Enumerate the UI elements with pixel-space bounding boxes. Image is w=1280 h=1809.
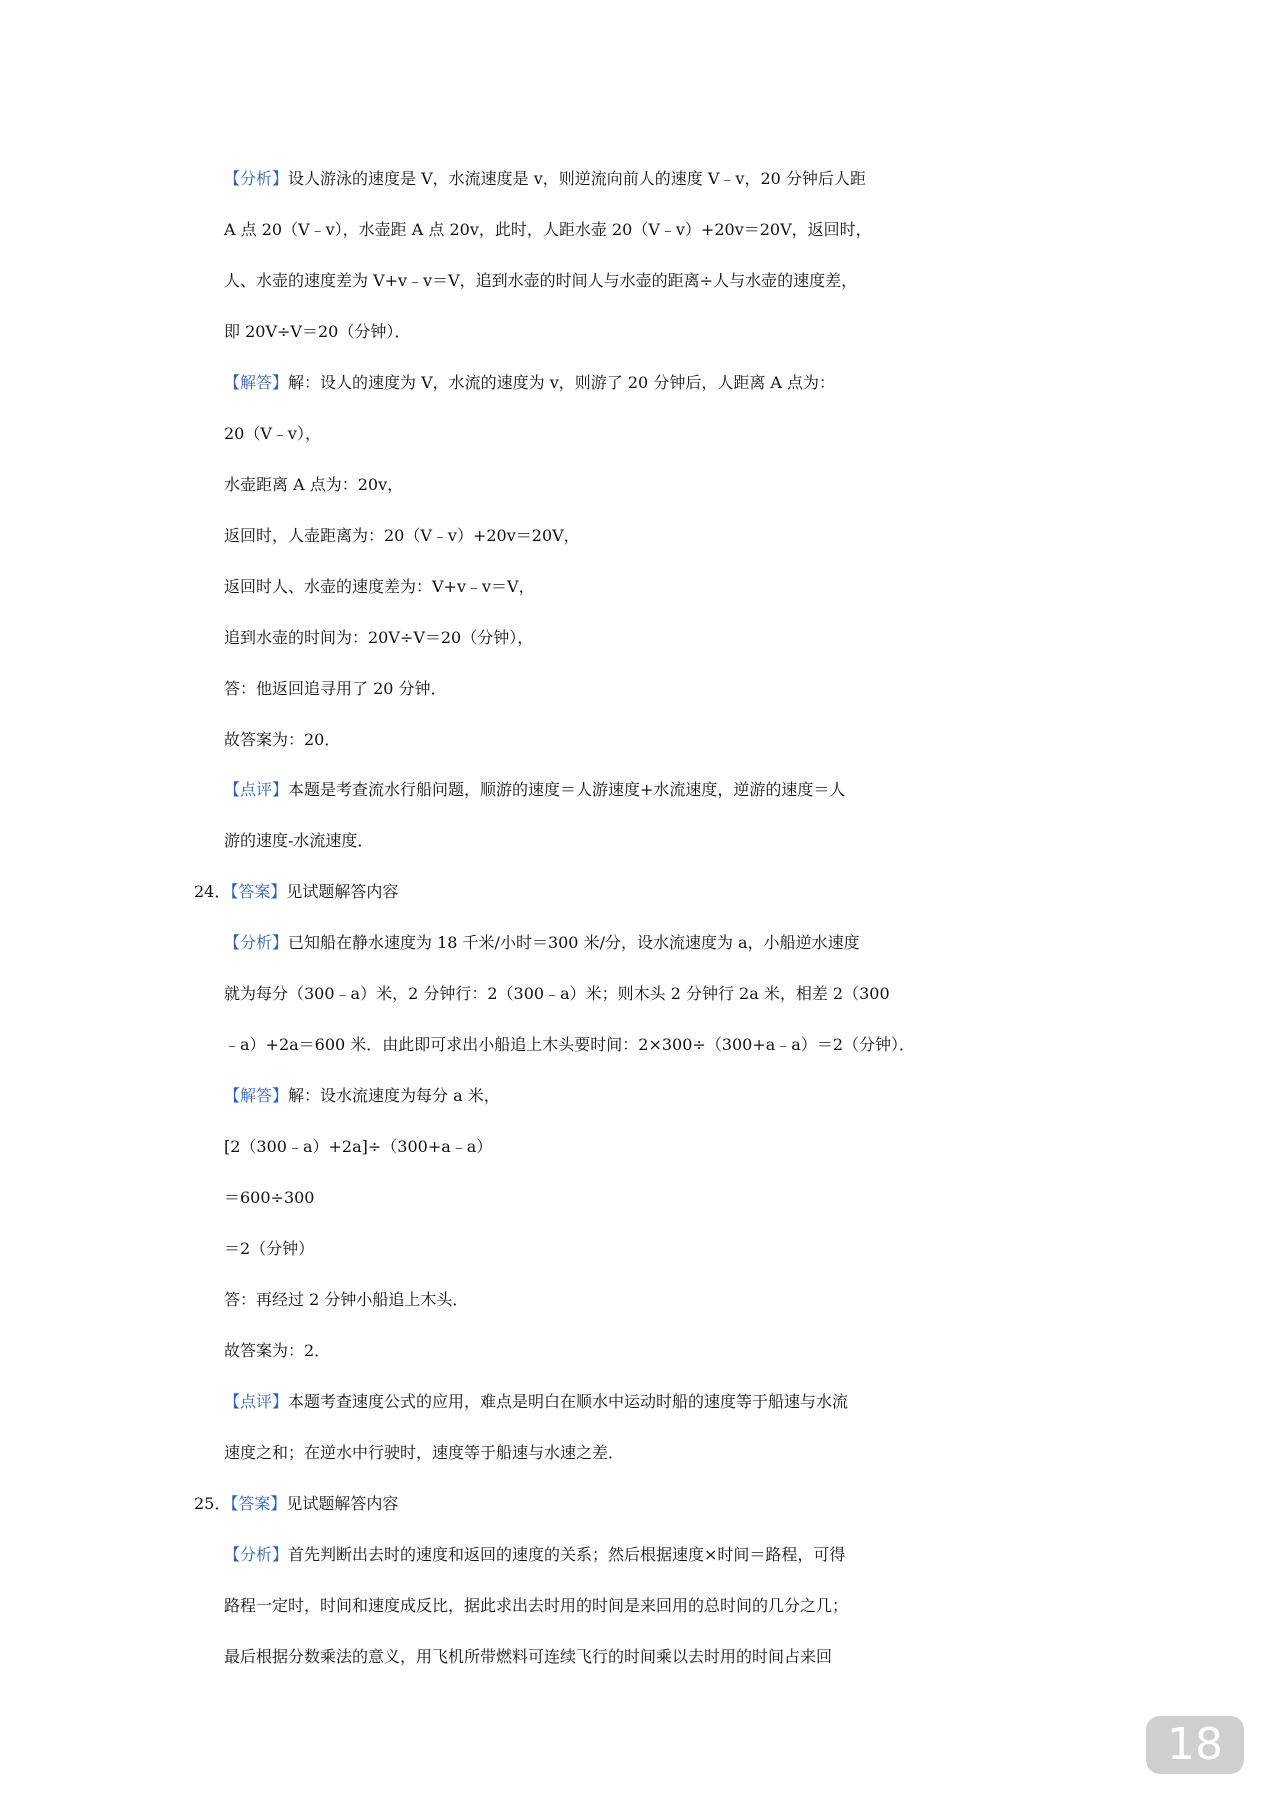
q25-analysis-line-2: 路程一定时，时间和速度成反比，据此求出去时用的时间是来回用的总时间的几分之几； — [224, 1596, 849, 1615]
q23-analysis-line-2: A 点 20（V﹣v），水壶距 A 点 20v，此时，人距水壶 20（V﹣v）+20v＝20V，返回时， — [224, 220, 872, 239]
q24-solution-line-5: 答：再经过 2 分钟小船追上木头． — [224, 1290, 469, 1309]
q24-solution-line-2: [2（300﹣a）+2a]÷（300+a﹣a） — [224, 1137, 493, 1156]
q24-comment-line-2: 速度之和；在逆水中行驶时，速度等于船速与水速之差． — [224, 1443, 625, 1462]
q23-solution-line-6: 追到水壶的时间为：20V÷V＝20（分钟）， — [224, 628, 534, 647]
q23-comment-line-1: 【点评】本题是考查流水行船问题，顺游的速度＝人游速度+水流速度，逆游的速度＝人 — [224, 780, 846, 799]
q25-header: 25．【答案】见试题解答内容 — [194, 1494, 399, 1513]
answer-tag: 【答案】 — [230, 1494, 287, 1513]
comment-tag: 【点评】 — [224, 780, 289, 799]
analysis-tag: 【分析】 — [224, 169, 289, 188]
q23-solution-line-3: 水壶距离 A 点为：20v， — [224, 475, 404, 494]
q24-solution-line-1: 【解答】解：设水流速度为每分 a 米， — [224, 1086, 500, 1105]
comment-tag: 【点评】 — [224, 1392, 289, 1411]
q23-final-answer: 故答案为：20． — [224, 730, 341, 749]
analysis-tag: 【分析】 — [224, 1545, 289, 1564]
q24-solution-line-3: ＝600÷300 — [224, 1188, 315, 1207]
q23-comment-line-2: 游的速度-水流速度． — [224, 831, 374, 850]
q24-analysis-line-3: ﹣a）+2a＝600 米．由此即可求出小船追上木头要时间：2×300÷（300+a﹣a）＝2（分钟）． — [224, 1035, 916, 1054]
q23-solution-line-4: 返回时，人壶距离为：20（V﹣v）+20v＝20V， — [224, 526, 580, 545]
analysis-tag: 【分析】 — [224, 933, 289, 952]
q23-solution-line-5: 返回时人、水壶的速度差为：V+v﹣v＝V， — [224, 577, 535, 596]
q24-comment-line-1: 【点评】本题考查速度公式的应用，难点是明白在顺水中运动时船的速度等于船速与水流 — [224, 1392, 849, 1411]
q23-analysis-line-1: 【分析】设人游泳的速度是 V，水流速度是 v，则逆流向前人的速度 V﹣v，20 分钟后人距 — [224, 169, 866, 188]
q24-analysis-line-2: 就为每分（300﹣a）米，2 分钟行：2（300﹣a）米；则木头 2 分钟行 2a 米，相差 2（300 — [224, 984, 890, 1003]
question-number: 25． — [194, 1494, 231, 1513]
q24-analysis-line-1: 【分析】已知船在静水速度为 18 千米/小时＝300 米/分，设水流速度为 a，小船逆水速度 — [224, 933, 860, 952]
question-number: 24． — [194, 882, 231, 901]
solution-tag: 【解答】 — [224, 1086, 289, 1105]
q23-solution-line-1: 【解答】解：设人的速度为 V，水流的速度为 v，则游了 20 分钟后，人距离 A 点为： — [224, 373, 836, 392]
q23-solution-line-2: 20（V﹣v）， — [224, 424, 321, 443]
q24-final-answer: 故答案为：2． — [224, 1341, 331, 1360]
q25-analysis-line-1: 【分析】首先判断出去时的速度和返回的速度的关系；然后根据速度×时间＝路程，可得 — [224, 1545, 846, 1564]
answer-tag: 【答案】 — [230, 882, 287, 901]
q23-solution-line-7: 答：他返回追寻用了 20 分钟． — [224, 679, 447, 698]
q24-solution-line-4: ＝2（分钟） — [224, 1239, 315, 1258]
solution-tag: 【解答】 — [224, 373, 289, 392]
page-number-badge: 18 — [1146, 1716, 1244, 1774]
q23-analysis-line-3: 人、水壶的速度差为 V+v﹣v＝V，追到水壶的时间人与水壶的距离÷人与水壶的速度差， — [224, 271, 858, 290]
q25-analysis-line-3: 最后根据分数乘法的意义，用飞机所带燃料可连续飞行的时间乘以去时用的时间占来回 — [224, 1647, 833, 1666]
q24-header: 24．【答案】见试题解答内容 — [194, 882, 399, 901]
q23-analysis-line-4: 即 20V÷V＝20（分钟）． — [224, 322, 411, 341]
